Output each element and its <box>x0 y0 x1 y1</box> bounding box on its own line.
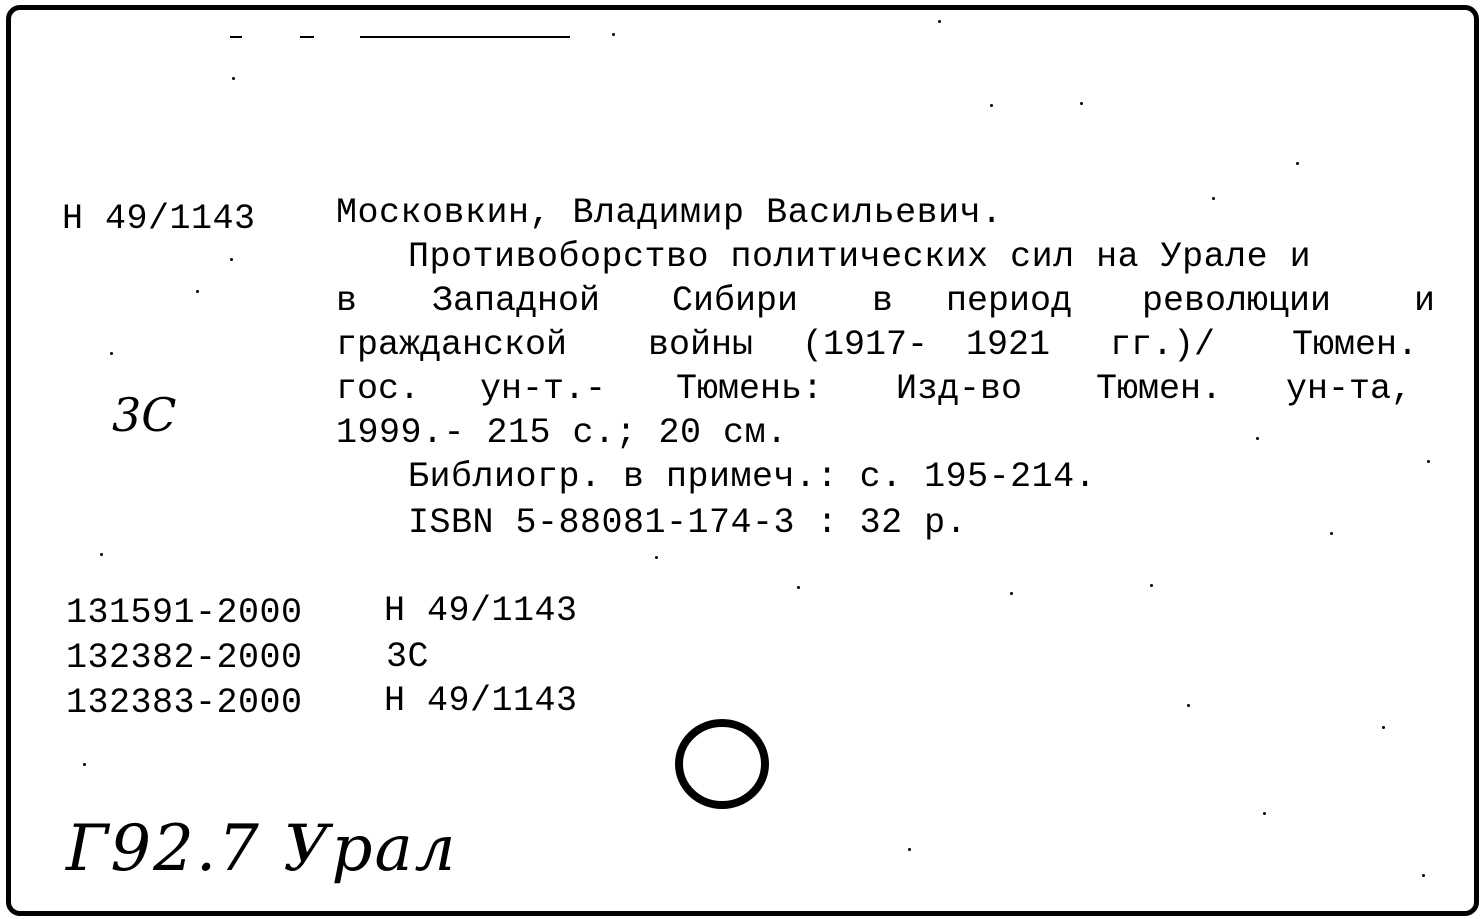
word-zapadnoy: Западной <box>432 281 601 321</box>
word-gg: гг.)/ <box>1110 325 1216 365</box>
holding-location: 3С <box>386 637 430 677</box>
word-period: период <box>946 281 1073 321</box>
bibliography-note: Библиогр. в примеч.: с. 195-214. <box>408 457 1097 497</box>
holding-location: Н 49/1143 <box>384 681 578 721</box>
holding-inventory: 132383-2000 <box>66 683 303 723</box>
word-tyumen: Тюмен. <box>1292 325 1419 365</box>
title-line-4 <box>336 369 1446 409</box>
punch-hole-icon <box>668 714 778 814</box>
classification-handwritten: Г92.7 Урал <box>66 812 458 886</box>
word-v2: в <box>872 281 894 321</box>
word-1921: 1921 <box>966 325 1051 365</box>
title-line-5: 1999.- 215 с.; 20 см. <box>336 413 788 453</box>
title-line-1: Противоборство политических сил на Урале и <box>408 237 1312 277</box>
word-tyumen-city: Тюмень: <box>676 369 824 409</box>
holding-inventory: 132382-2000 <box>66 638 303 678</box>
word-izd-vo: Изд-во <box>896 369 1023 409</box>
word-sibiri: Сибири <box>672 281 799 321</box>
title-line-3 <box>336 325 1446 365</box>
holding-inventory: 131591-2000 <box>66 593 303 633</box>
word-gos: гос. <box>336 369 421 409</box>
handwritten-code: 3С <box>112 388 177 442</box>
word-un-ta: ун-та, <box>1286 369 1413 409</box>
word-grazhdanskoy: гражданской <box>336 325 568 365</box>
word-voyny: войны <box>648 325 754 365</box>
word-tyumen2: Тюмен. <box>1096 369 1223 409</box>
word-v: в <box>336 281 358 321</box>
isbn-note: ISBN 5-88081-174-3 : 32 р. <box>408 503 968 543</box>
author-heading: Московкин, Владимир Васильевич. <box>336 193 1003 233</box>
word-un-t: ун-т.- <box>480 369 607 409</box>
word-years: (1917- <box>802 325 929 365</box>
word-i: и <box>1414 281 1436 321</box>
title-line-2 <box>336 281 1446 321</box>
shelfmark: Н 49/1143 <box>62 199 256 239</box>
word-revolyutsii: революции <box>1142 281 1332 321</box>
holding-location: Н 49/1143 <box>384 591 578 631</box>
